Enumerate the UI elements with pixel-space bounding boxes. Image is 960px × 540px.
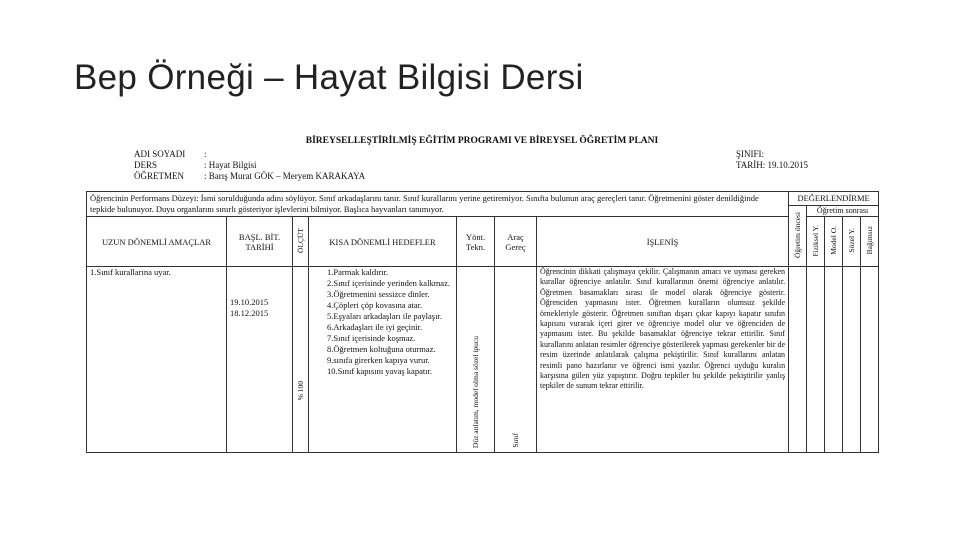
info-value: : Hayat Bilgisi [204,160,257,170]
slide-title: Bep Örneği – Hayat Bilgisi Dersi [74,58,584,97]
eval-cell-independent [861,267,879,453]
eval-col-model [825,217,843,267]
tools-value: Sınıf [511,433,520,448]
goal-item: 7.Sınıf içerisinde koşmaz. [327,333,416,343]
eval-col-physical [807,217,825,267]
eval-independent-label: Bağımsız [865,226,875,255]
end-date: 18.12.2015 [230,308,269,318]
performance-level: Öğrencinin Performans Düzeyi: İsmi sorulduğunda adını söylüyor. Sınıf arkadaşlarını tanır. Sınıf kurallarını yerine getiremiyor. Sınıfta bulunun araç gereçleri tanır. Öğretmenini göster denildiğinde tepkide bulunuyor. Duyu organlarını sınırlı gösteriyor işlevlerini bilmiyor. Başlıca hayvanları tanımıyor. [87,192,789,217]
info-row-name [134,149,365,160]
col-process: İŞLENİŞ [537,217,789,267]
goal-item: 10.Sınıf kapısını yavaş kapatır. [327,366,433,376]
info-key: ADI SOYADI [134,149,186,159]
info-row-course [134,160,365,171]
col-short-term: KISA DÖNEMLİ HEDEFLER [309,217,457,267]
goal-item: 8.Öğretmen koltuğuna oturmaz. [327,344,436,354]
short-term-goals [309,267,457,453]
criterion-value: % 100 [296,380,305,400]
criterion-label: ÖLÇÜT [296,228,305,253]
info-row-teacher [134,171,365,182]
goal-item: 1.Parmak kaldırır. [327,267,389,277]
document-header: BİREYSELLEŞTİRİLMİŞ EĞİTİM PROGRAMI VE BİREYSEL ÖĞRETİM PLANI [305,136,659,146]
eval-before-label: Öğretim öncesi [793,211,803,259]
student-info [134,149,365,182]
class-date-info [736,149,808,171]
eval-col-verbal [843,217,861,267]
start-date: 19.10.2015 [230,297,269,307]
goal-item: 2.Sınıf içerisinde yerinden kalkmaz. [327,278,450,288]
method-value: Düz anlatım, model olma sözel ipucu [471,335,480,448]
evaluation-after-header: Öğretim sonrası [807,206,879,217]
goal-item: 5.Eşyaları arkadaşları ile paylaşır. [327,311,442,321]
table-row [87,267,879,453]
goal-item: 6.Arkadaşları ile iyi geçinir. [327,322,423,332]
eval-physical-label: Fiziksel Y. [811,224,821,257]
bep-document [86,128,878,458]
long-term-goal: 1.Sınıf kurallarına uyar. [87,267,227,453]
goal-item: 3.Öğretmenini sessizce dinler. [327,289,430,299]
col-method: Yönt. Tekn. [457,217,495,267]
info-key: ÖĞRETMEN [134,171,184,181]
goal-item: 9.sınıfa girerken kapıya vurur. [327,355,430,365]
date-label: TARİH: 19.10.2015 [736,160,809,170]
eval-cell-physical [807,267,825,453]
eval-cell-before [789,267,807,453]
eval-cell-model [825,267,843,453]
class-label: ŞINIFI: [736,149,765,159]
process-text: Öğrencinin dikkati çalışmaya çekilir. Çalışmanın amacı ve uyması gereken kurallar öğrenciye anlatılır. Sınıf kurallarının önemi öğrenciye anlatılır. Öğretmen basamakları sırası ile model olarak öğrenciye gösterir. Öğrenciden yapmasını ister. Öğretmen kuralların olumsuz şekilde örnekleriyle gösterir. Öğretmen sınıftan dışarı çıkar kapıyı kapatır sınıfın kapısını vurarak içeri girer ve öğrenciye model olur ve öğrenciden de yapmasını ister. Bu şekilde basamaklar öğrenciye tekrar ettirilir. Sınıf kurallarını anlatan resimler öğrenciye gösterilerek yapması gerekenler bir de resim üzerinde anlatılarak çalışma pekiştirilir. Sınıf kurallarını anlatan resimli pano hazırlanır ve öğrenci ismi yazılır. Öğrenci uyduğu kuralın karşısına gülen yüz yapıştırır. Doğru tepkiler bu şekilde pekiştirilir yanlış tepkiler de sunum tekrar ettirilir. [537,267,789,453]
date-range [227,267,293,453]
col-dates: BAŞL. BİT. TARİHİ [227,217,293,267]
bep-table [86,191,879,453]
goal-item: 4.Çöpleri çöp kovasına atar. [327,300,423,310]
col-long-term: UZUN DÖNEMLİ AMAÇLAR [87,217,227,267]
method-cell [457,267,495,453]
info-key: DERS [134,160,158,170]
info-value: : [204,149,207,159]
col-criterion [293,217,309,267]
tools-cell [495,267,537,453]
col-tools: Araç Gereç [495,217,537,267]
eval-col-independent [861,217,879,267]
eval-cell-verbal [843,267,861,453]
info-value: : Barış Murat GÖK – Meryem KARAKAYA [204,171,366,181]
evaluation-header: DEĞERLENDİRME [789,192,879,206]
eval-verbal-label: Sözel Y. [847,228,857,253]
eval-col-before [789,206,807,267]
criterion-value-cell [293,267,309,453]
eval-model-label: Model O. [829,226,839,255]
